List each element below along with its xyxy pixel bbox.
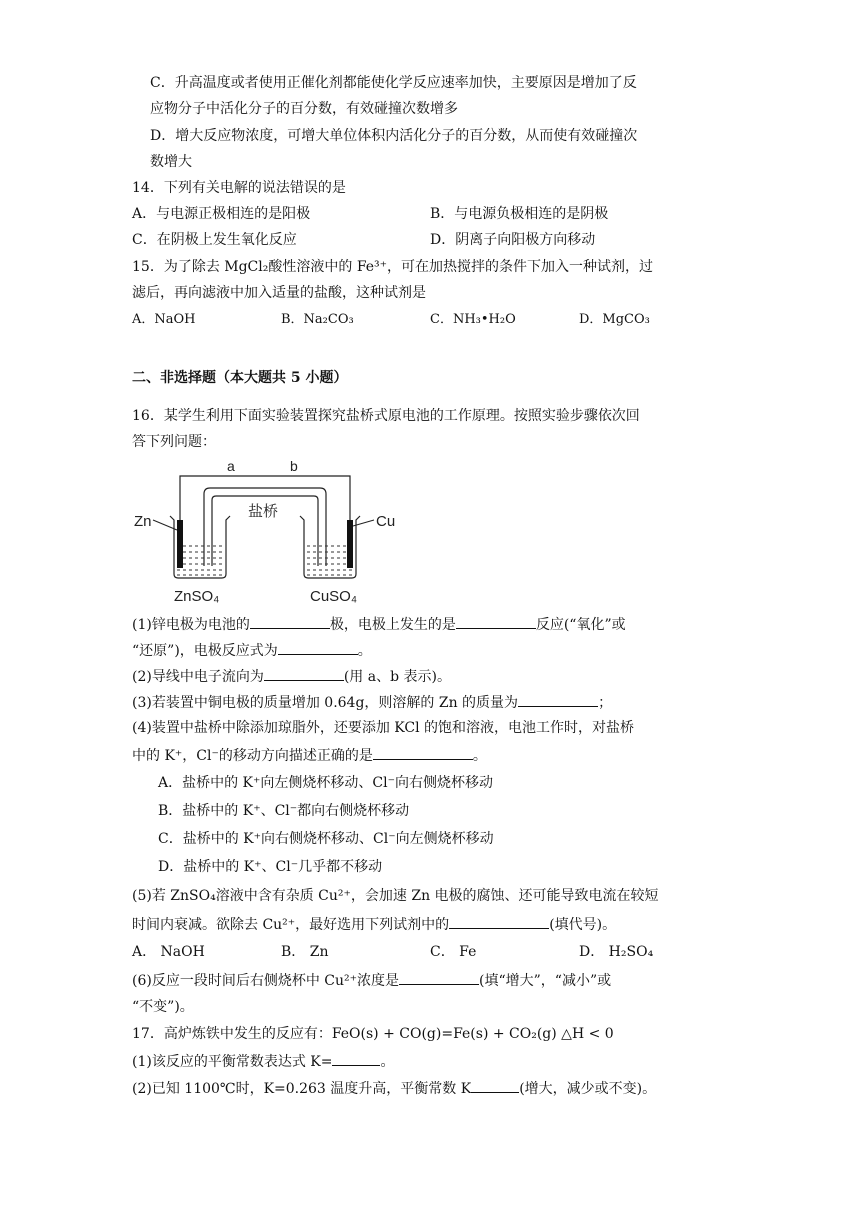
q16-part1-line1: (1)锌电极为电池的 极，电极上发生的是 反应(“氧化”或 [132,614,626,635]
q16-part5-option-b: B． Zn [281,944,329,960]
q16-part5-line2: 时间内衰减。欲除去 Cu²⁺，最好选用下列试剂中的 (填代号)。 [132,914,616,935]
zn-label: Zn [134,513,152,530]
q16-part4-line2: 中的 K⁺，Cl⁻的移动方向描述正确的是 。 [132,745,487,766]
q16-part4-option-a: A．盐桥中的 K⁺向左侧烧杯移动、Cl⁻向右侧烧杯移动 [158,775,493,791]
q16-part5-option-d: D． H₂SO₄ [579,944,654,960]
q14-option-d: D．阴离子向阳极方向移动 [430,232,596,248]
q16-part4-option-d: D．盐桥中的 K⁺、Cl⁻几乎都不移动 [158,859,383,875]
section-heading: 二、非选择题（本大题共 5 小题） [132,370,348,386]
q13-option-c-line1: C．升高温度或者使用正催化剂都能使化学反应速率加快，主要原因是增加了反 [150,75,637,91]
q14-stem: 14．下列有关电解的说法错误的是 [132,180,346,196]
q16-part2: (2)导线中电子流向为 (用 a、b 表示)。 [132,666,451,687]
salt-bridge-cell-diagram [132,456,412,606]
answer-blank[interactable] [471,1078,519,1093]
right-solution-dashes [307,546,354,575]
q16-part4-option-c: C．盐桥中的 K⁺向右侧烧杯移动、Cl⁻向左侧烧杯移动 [158,831,494,847]
q13-option-c-line2: 应物分子中活化分子的百分数，有效碰撞次数增多 [150,101,458,117]
q17-part2: (2)已知 1100℃时，K=0.263 温度升高，平衡常数 K (增大，减少或不变)。 [132,1078,656,1099]
q16-part5-option-a: A． NaOH [132,944,205,960]
q15-option-b: B．Na₂CO₃ [281,312,354,327]
q16-part4-line1: (4)装置中盐桥中除添加琼脂外，还要添加 KCl 的饱和溶液，电池工作时，对盐桥 [132,720,635,736]
cu-label: Cu [376,513,396,530]
q16-part4-option-b: B．盐桥中的 K⁺、Cl⁻都向右侧烧杯移动 [158,803,410,819]
answer-blank[interactable] [449,914,549,929]
q15-option-c: C．NH₃•H₂O [430,312,516,327]
q17-part1: (1)该反应的平衡常数表达式 K= 。 [132,1051,394,1072]
q16-part6-line2: “不变”)。 [132,999,194,1015]
q14-option-c: C．在阴极上发生氧化反应 [132,232,297,248]
answer-blank[interactable] [399,970,479,985]
q16-part6-line1: (6)反应一段时间后右侧烧杯中 Cu²⁺浓度是 (填“增大”，“减小”或 [132,970,611,991]
left-solution-dashes [177,546,224,575]
q14-option-a: A．与电源正极相连的是阳极 [132,206,311,222]
answer-blank[interactable] [373,745,473,760]
q15-stem-line1: 15．为了除去 MgCl₂酸性溶液中的 Fe³⁺，可在加热搅拌的条件下加入一种试剂，过 [132,259,654,275]
q16-part5-option-c: C． Fe [430,944,477,960]
q16-part1-line2: “还原”)，电极反应式为 。 [132,640,372,661]
zn-electrode [177,520,183,568]
answer-blank[interactable] [518,692,598,707]
q13-option-d-line2: 数增大 [150,154,192,170]
answer-blank[interactable] [250,614,330,629]
left-solution-label: ZnSO₄ [174,588,220,605]
salt-bridge-outer [204,488,326,566]
cu-electrode [347,520,353,568]
answer-blank[interactable] [456,614,536,629]
q16-stem-line2: 答下列问题： [132,434,216,450]
q16-part3: (3)若装置中铜电极的质量增加 0.64g，则溶解的 Zn 的质量为 ； [132,692,612,713]
q14-option-b: B．与电源负极相连的是阴极 [430,206,609,222]
wire-label-b: b [290,458,298,474]
q15-stem-line2: 滤后，再向滤液中加入适量的盐酸，这种试剂是 [132,285,426,301]
q16-stem-line1: 16．某学生利用下面实验装置探究盐桥式原电池的工作原理。按照实验步骤依次回 [132,408,640,424]
q16-part5-line1: (5)若 ZnSO₄溶液中含有杂质 Cu²⁺，会加速 Zn 电极的腐蚀、还可能导致电流在较短 [132,888,659,904]
answer-blank[interactable] [278,640,358,655]
q15-option-a: A．NaOH [132,312,196,327]
salt-bridge-label: 盐桥 [248,503,279,520]
q15-option-d: D．MgCO₃ [579,312,650,327]
right-solution-label: CuSO₄ [310,588,357,605]
answer-blank[interactable] [264,666,344,681]
q13-option-d-line1: D．增大反应物浓度，可增大单位体积内活化分子的百分数，从而使有效碰撞次 [150,128,638,144]
wire-label-a: a [227,458,235,474]
q17-stem: 17．高炉炼铁中发生的反应有：FeO(s) + CO(g)=Fe(s) + CO₂(g) △H < 0 [132,1026,614,1042]
answer-blank[interactable] [332,1051,380,1066]
